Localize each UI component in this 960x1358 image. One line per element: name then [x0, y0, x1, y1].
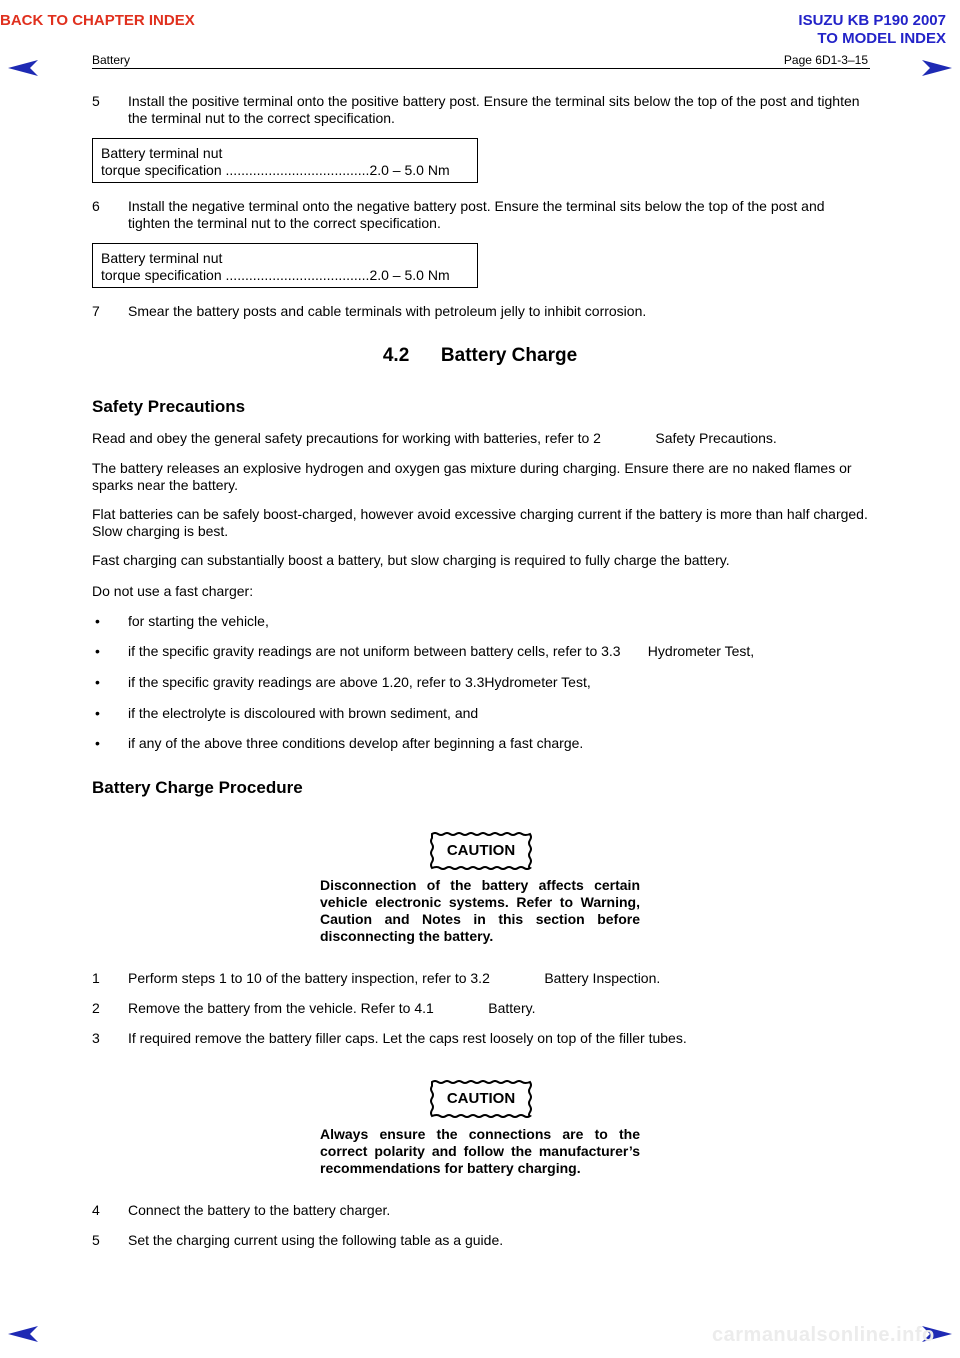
next-page-arrow-icon[interactable]	[922, 60, 952, 76]
step-number: 5	[92, 93, 100, 109]
header-section-title: Battery	[92, 53, 131, 67]
bullet-item: if the specific gravity readings are not uniform between battery cells, refer to 3.3 Hydrometer Test,	[128, 643, 755, 659]
torque-spec-box	[92, 138, 478, 183]
safety-paragraph: The battery releases an explosive hydrogen and oxygen gas mixture during charging. Ensure there are no naked flames or sparks near the battery.	[92, 460, 852, 493]
footer-watermark-link[interactable]: carmanualsonline.info	[712, 1324, 935, 1346]
step-number: 5	[92, 1232, 100, 1248]
safety-paragraph: Do not use a fast charger:	[92, 583, 254, 599]
previous-page-arrow-icon[interactable]	[8, 1326, 38, 1342]
bullet-marker: •	[95, 613, 100, 629]
bullet-item: if any of the above three conditions develop after beginning a fast charge.	[128, 735, 584, 751]
step-text: Perform steps 1 to 10 of the battery inspection, refer to 3.2 Battery Inspection.	[128, 970, 661, 986]
header-page-number: Page 6D1-3–15	[783, 53, 868, 67]
step-text: Set the charging current using the following table as a guide.	[128, 1232, 504, 1248]
torque-spec-box	[92, 243, 478, 288]
caution-badge	[430, 1080, 532, 1116]
model-title-link[interactable]: ISUZU KB P190 2007	[798, 12, 946, 29]
procedure-heading: Battery Charge Procedure	[92, 778, 303, 797]
bullet-marker: •	[95, 643, 100, 659]
bullet-marker: •	[95, 674, 100, 690]
step-text: Install the negative terminal onto the negative battery post. Ensure the terminal sits below the top of the post and tighten the terminal nut to the correct specification.	[128, 198, 825, 231]
step-text: If required remove the battery filler caps. Let the caps rest loosely on top of the filler tubes.	[128, 1030, 687, 1046]
step-text: Connect the battery to the battery charger.	[128, 1202, 391, 1218]
bullet-item: if the specific gravity readings are above 1.20, refer to 3.3Hydrometer Test,	[128, 674, 591, 690]
to-model-index-link[interactable]: TO MODEL INDEX	[817, 30, 946, 47]
safety-paragraph: Flat batteries can be safely boost-charged, however avoid excessive charging current if the battery is more than half charged. Slow charging is best.	[92, 506, 868, 539]
spec-label: Battery terminal nut	[101, 250, 223, 266]
step-number: 2	[92, 1000, 100, 1016]
previous-page-arrow-icon[interactable]	[8, 60, 38, 76]
step-number: 4	[92, 1202, 100, 1218]
bullet-marker: •	[95, 735, 100, 751]
step-text: Remove the battery from the vehicle. Refer to 4.1 Battery.	[128, 1000, 536, 1016]
caution-label: CAUTION	[446, 842, 516, 859]
step-text: Install the positive terminal onto the positive battery post. Ensure the terminal sits below the top of the post and tighten the terminal nut to the correct specification.	[128, 93, 860, 126]
spec-line: torque specification .....................................2.0 – 5.0 Nm	[101, 267, 450, 283]
safety-paragraph: Read and obey the general safety precautions for working with batteries, refer to 2 Safety Precautions.	[92, 430, 777, 446]
step-number: 3	[92, 1030, 100, 1046]
step-number: 6	[92, 198, 100, 214]
back-to-chapter-index-link[interactable]: BACK TO CHAPTER INDEX	[0, 12, 195, 29]
caution-text: Always ensure the connections are to the correct polarity and follow the manufacturer’s recommendations for battery charging.	[320, 1126, 640, 1176]
step-text: Smear the battery posts and cable terminals with petroleum jelly to inhibit corrosion.	[128, 303, 647, 319]
caution-badge	[430, 832, 532, 868]
caution-label: CAUTION	[446, 1090, 516, 1107]
spec-label: Battery terminal nut	[101, 145, 223, 161]
header-rule	[92, 68, 870, 69]
bullet-item: for starting the vehicle,	[128, 613, 269, 629]
safety-paragraph: Fast charging can substantially boost a battery, but slow charging is required to fully charge the battery.	[92, 552, 730, 568]
bullet-marker: •	[95, 705, 100, 721]
step-number: 1	[92, 970, 100, 986]
bullet-item: if the electrolyte is discoloured with brown sediment, and	[128, 705, 479, 721]
spec-line: torque specification .....................................2.0 – 5.0 Nm	[101, 162, 450, 178]
section-heading: 4.2 Battery Charge	[382, 345, 578, 366]
caution-text: Disconnection of the battery affects certain vehicle electronic systems. Refer to Warning, Caution and Notes in this section before disconnecting the battery.	[320, 877, 640, 944]
step-number: 7	[92, 303, 100, 319]
safety-precautions-heading: Safety Precautions	[92, 397, 246, 416]
